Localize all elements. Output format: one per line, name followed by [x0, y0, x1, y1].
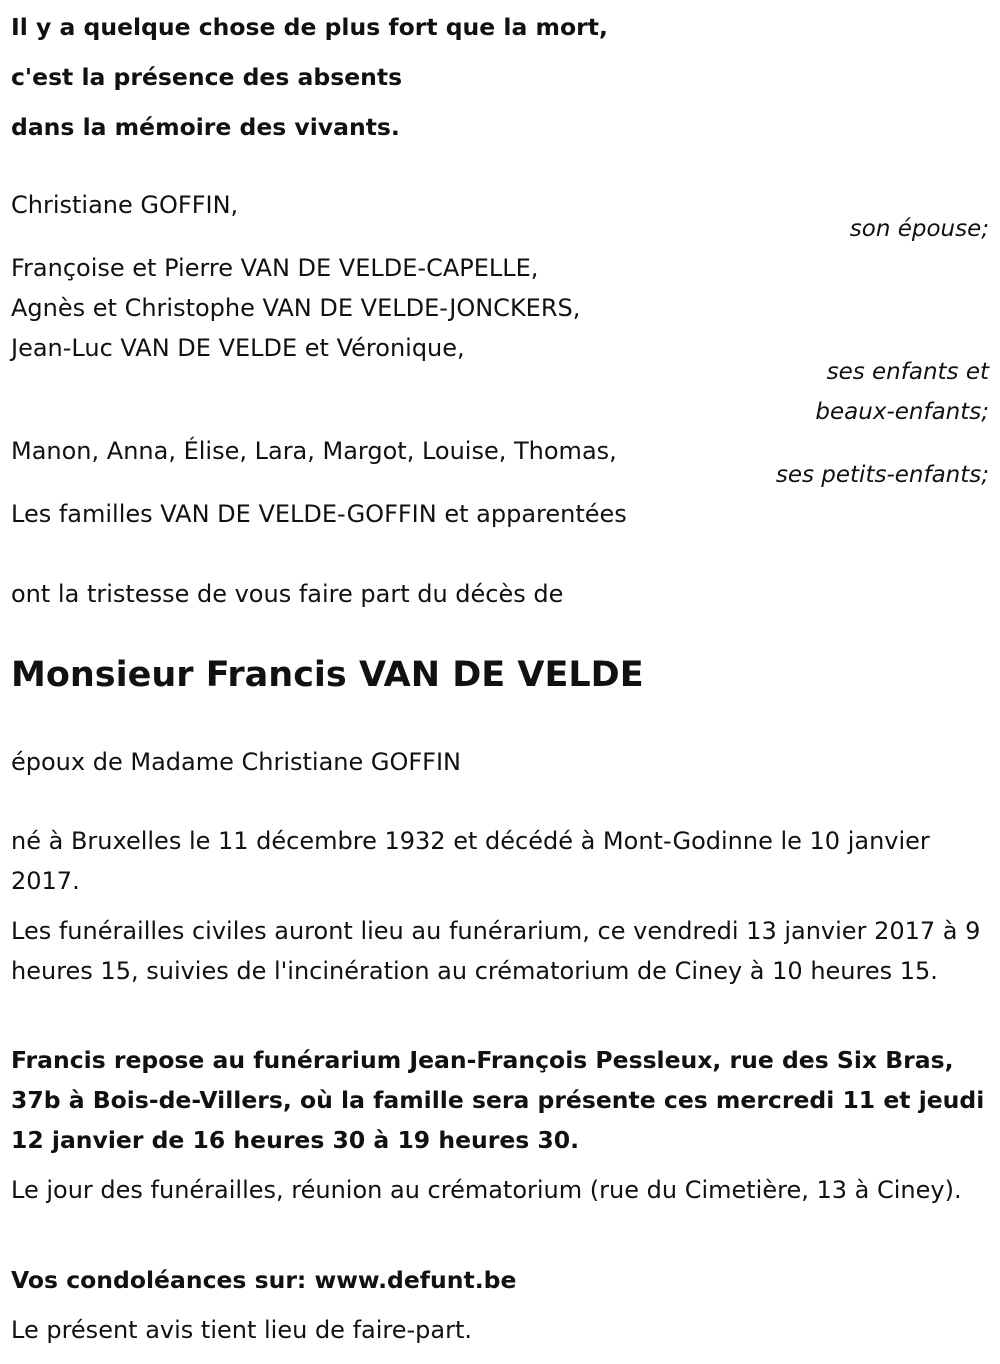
- families: Les familles VAN DE VELDE-GOFFIN et apparentées: [11, 500, 627, 528]
- quote-line-2: c'est la présence des absents: [11, 63, 403, 91]
- visitation-text: Francis repose au funérarium Jean-François Pessleux, rue des Six Bras, 37b à Bois-de-Villers, où la famille sera présente ces mercredi 11 et jeudi 12 janvier de 16 heures 30 à 19 heures 30.: [11, 1046, 985, 1154]
- children-role-1: ses enfants et: [826, 359, 989, 385]
- notice-text: Le présent avis tient lieu de faire-part.: [11, 1316, 473, 1344]
- child-line-1: Françoise et Pierre VAN DE VELDE-CAPELLE,: [11, 254, 539, 282]
- child-line-3: Jean-Luc VAN DE VELDE et Véronique,: [11, 334, 465, 362]
- meeting-text: Le jour des funérailles, réunion au crématorium (rue du Cimetière, 13 à Ciney).: [11, 1176, 962, 1204]
- quote-line-3: dans la mémoire des vivants.: [11, 113, 400, 141]
- children-role-2: beaux-enfants;: [815, 399, 989, 425]
- announcement: ont la tristesse de vous faire part du décès de: [11, 580, 564, 608]
- birth-death-text: né à Bruxelles le 11 décembre 1932 et décédé à Mont-Godinne le 10 janvier 2017.: [11, 827, 930, 895]
- condolences-text: Vos condoléances sur: www.defunt.be: [11, 1266, 517, 1294]
- quote-line-1: Il y a quelque chose de plus fort que la mort,: [11, 13, 608, 41]
- deceased-spouse-of: époux de Madame Christiane GOFFIN: [11, 748, 462, 776]
- grandchildren: Manon, Anna, Élise, Lara, Margot, Louise, Thomas,: [11, 437, 617, 465]
- spouse-name: Christiane GOFFIN,: [11, 191, 239, 219]
- funeral-text: Les funérailles civiles auront lieu au funérarium, ce vendredi 13 janvier 2017 à 9 heures 15, suivies de l'incinération au crématorium de Ciney à 10 heures 15.: [11, 917, 981, 985]
- deceased-name: Monsieur Francis VAN DE VELDE: [11, 655, 644, 695]
- child-line-2: Agnès et Christophe VAN DE VELDE-JONCKERS,: [11, 294, 581, 322]
- spouse-role: son épouse;: [849, 216, 989, 242]
- grandchildren-role: ses petits-enfants;: [775, 462, 989, 488]
